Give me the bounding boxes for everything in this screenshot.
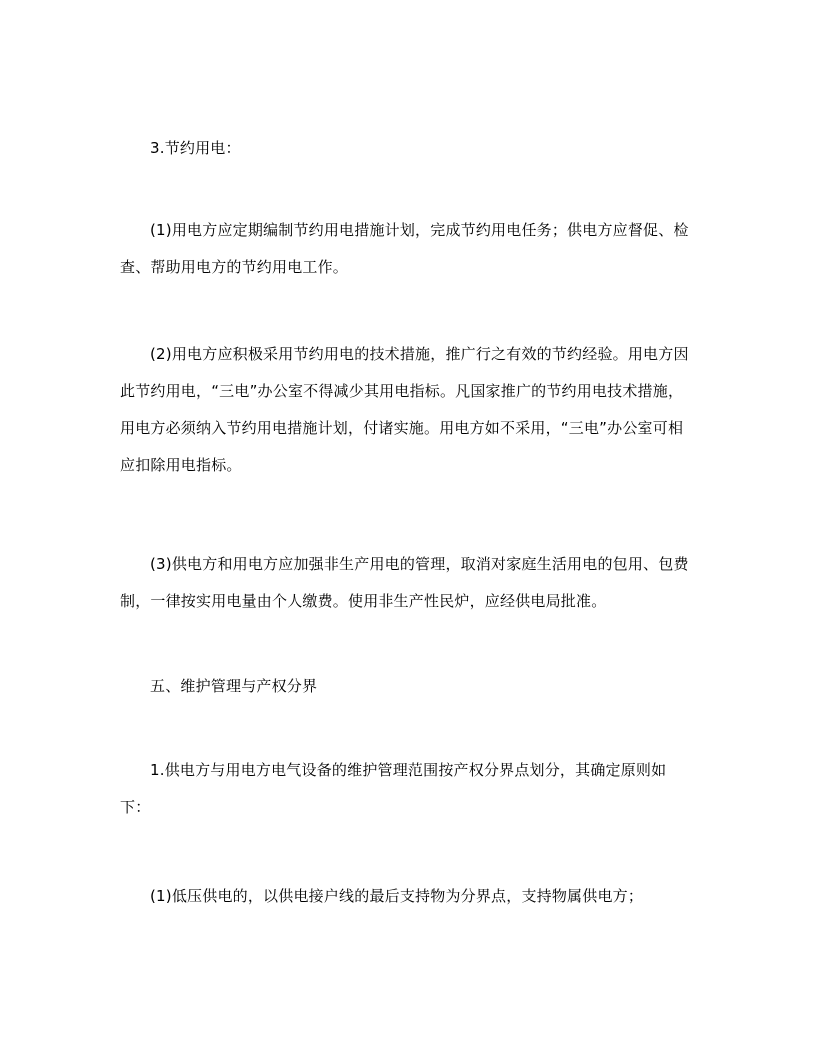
section-heading-energy-saving: 3.节约用电： bbox=[150, 139, 241, 157]
paragraph-maintenance-scope: 1.供电方与用电方电气设备的维护管理范围按产权分界点划分，其确定原则如下： bbox=[120, 761, 667, 816]
paragraph-non-production-use: (3)供电方和用电方应加强非生产用电的管理，取消对家庭生活用电的包用、包费制，一律按实用电量由个人缴费。使用非生产性民炉，应经供电局批准。 bbox=[120, 555, 689, 610]
paragraph-low-voltage-boundary: (1)低压供电的，以供电接户线的最后支持物为分界点，支持物属供电方； bbox=[150, 887, 644, 905]
paragraph-energy-plan: (1)用电方应定期编制节约用电措施计划，完成节约用电任务；供电方应督促、检查、帮助用电方的节约用电工作。 bbox=[120, 221, 689, 276]
section-heading-maintenance: 五、维护管理与产权分界 bbox=[150, 677, 318, 695]
paragraph-energy-measures: (2)用电方应积极采用节约用电的技术措施，推广行之有效的节约经验。用电方因此节约用电，“三电”办公室不得减少其用电指标。凡国家推广的节约用电技术措施，用电方必须纳入节约用电措施计划，付诸实施。用电方如不采用，“三电”办公室可相应扣除用电指标。 bbox=[120, 345, 689, 474]
